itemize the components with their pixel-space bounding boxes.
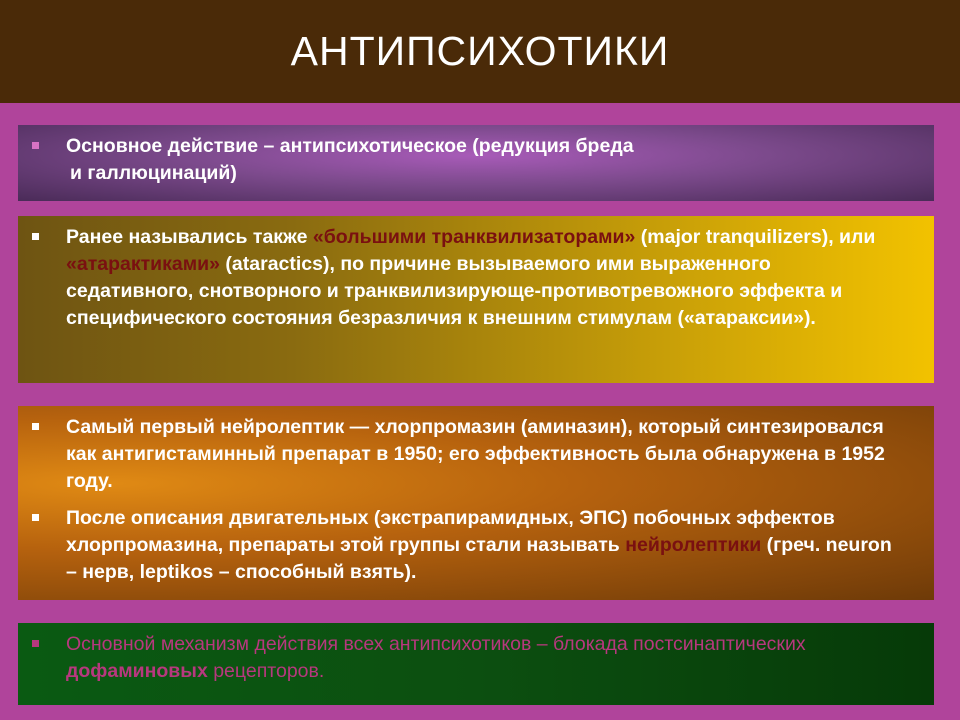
text: После описания двигательных (экстрапирамидных, ЭПС) побочных эффектов хлорпромазина, препараты этой группы стали называть (66, 507, 835, 556)
text: Ранее назывались также (66, 226, 313, 248)
text: рецепторов. (207, 660, 325, 682)
text: (ataractics), по причине вызываемого ими выраженного седативного, снотворного и транквилизирующе-противотревожного эффекта и специфического состояния безразличия к внешним стимулам («атараксии»). (66, 253, 843, 329)
text-block-history (18, 406, 934, 600)
square-bullet-icon (32, 423, 39, 430)
text: Основной механизм действия всех антипсихотиков – блокада постсинаптических (66, 633, 806, 655)
main-action-text: Основное действие – антипсихотическое (редукция бреда (66, 135, 634, 157)
text-block-main-action (18, 125, 934, 201)
highlight-term: нейролептики (625, 534, 762, 556)
paragraph (66, 133, 894, 187)
paragraph (66, 414, 894, 495)
square-bullet-icon (32, 142, 39, 149)
text-block-mechanism (18, 623, 934, 705)
square-bullet-icon (32, 233, 39, 240)
paragraph (66, 224, 894, 332)
square-bullet-icon (32, 640, 39, 647)
highlight-term: «большими транквилизаторами» (312, 226, 636, 248)
square-bullet-icon (32, 514, 39, 521)
text: (греч. neuron – нерв, leptikos – способный взять). (66, 534, 892, 583)
text: (major tranquilizers), или (635, 226, 876, 248)
page-title: АНТИПСИХОТИКИ (290, 28, 670, 74)
paragraph (66, 631, 894, 685)
main-action-text-continued: и галлюцинаций) (70, 162, 237, 184)
text: Самый первый нейролептик — хлорпромазин (аминазин), который синтезировался как антигистаминный препарат в 1950; его эффективность была обнаружена в 1952 году. (66, 416, 885, 492)
highlight-term: «атарактиками» (66, 253, 221, 275)
paragraph (66, 505, 894, 586)
highlight-term: дофаминовых (66, 660, 208, 682)
text-block-former-names (18, 216, 934, 383)
